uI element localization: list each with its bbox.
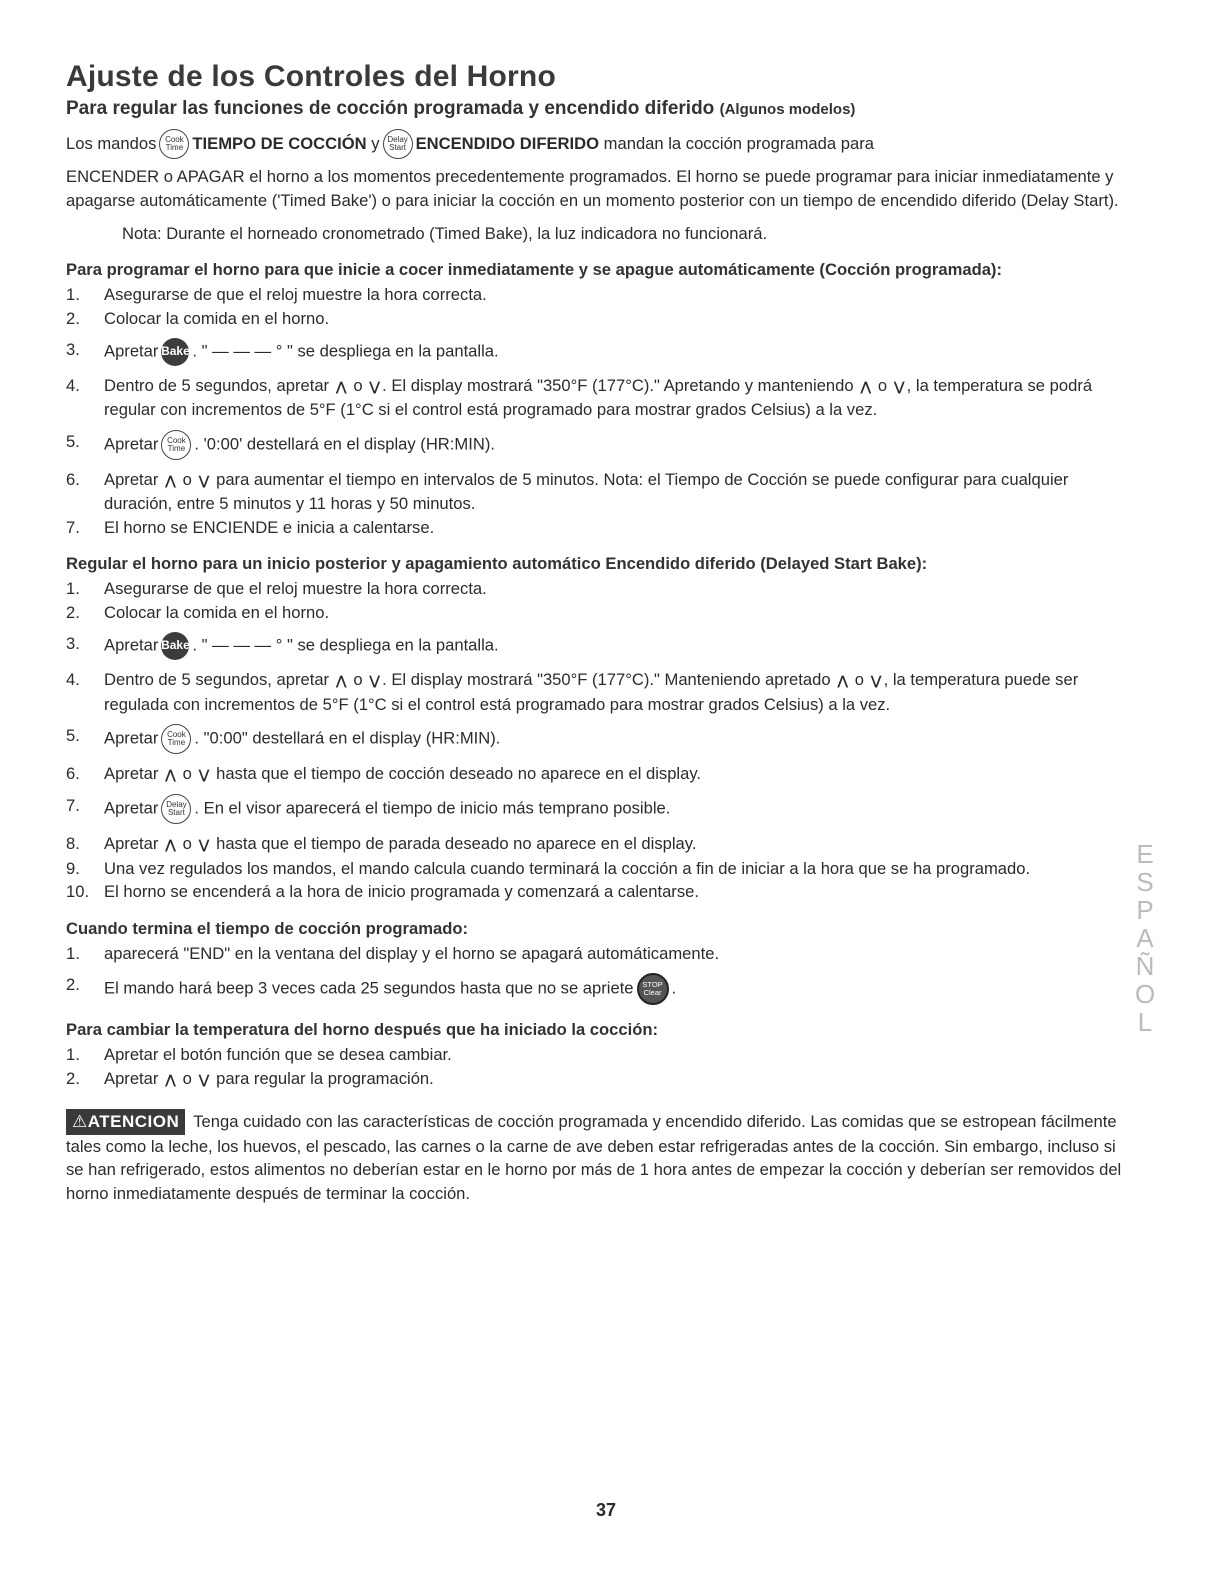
page-subtitle [66, 96, 1130, 123]
list-item: 1. Apretar el botón función que se desea cambiar. [66, 1045, 452, 1065]
bake-icon: Bake [161, 632, 189, 660]
list-item: 1. Asegurarse de que el reloj muestre la hora correcta. [66, 285, 487, 304]
arrow-up-icon: ⋀ [860, 378, 872, 394]
list-item: 6. Apretar ⋀ o ⋁ para aumentar el tiempo en intervalos de 5 minutos. Nota: el Tiempo de Cocción se puede configurar para cualquier duración, entre 5 minutos y 11 horas y 50 minutos. [66, 469, 1069, 514]
arrow-up-icon: ⋀ [165, 837, 177, 853]
page-content [66, 58, 1130, 1205]
list-item: 5. Apretar Cook Time . "0:00" destellará en el display (HR:MIN). [66, 724, 1130, 754]
intro-y: y [371, 134, 380, 153]
list-item: 4. Dentro de 5 segundos, apretar ⋀ o ⋁ . El display mostrará "350°F (177°C)." Manteniendo apretado ⋀ o ⋁ , la temperatura puede ser regulada con incrementos de 5°F (1°C si el control está programado para mostrar grados Celsius) a la vez. [66, 670, 1079, 714]
arrow-up-icon: ⋀ [335, 673, 347, 689]
warning-text: Tenga cuidado con las características de cocción programada y encendido diferido. Las comidas que se estropean fácilmente tales como la leche, los huevos, el pescado, las carnes o la carne de ave deben estar refrigeradas antes de la cocción. Sin embargo, incluso si se han refrigerado, estos alimentos no deberían estar en le horno por más de 1 hora antes de empezar la cocción y deberían ser removidos del horno inmediatamente después de terminar la cocción. [66, 1112, 1122, 1203]
arrow-up-icon: ⋀ [165, 472, 177, 488]
language-side-tab [1134, 840, 1156, 1036]
intro-prefix: Los mandos [66, 134, 157, 153]
warning-block [66, 1109, 1130, 1205]
arrow-up-icon: ⋀ [335, 378, 347, 394]
arrow-down-icon: ⋁ [198, 1071, 210, 1087]
intro-note: Nota: Durante el horneado cronometrado (Timed Bake), la luz indicadora no funcionará. [122, 224, 768, 243]
list-item: 1. Asegurarse de que el reloj muestre la hora correcta. [66, 579, 487, 599]
cook-time-label: TIEMPO DE COCCIÓN [192, 134, 367, 153]
list-item: 3. Apretar Bake . " — — — ° " se despliega en la pantalla. [66, 338, 1130, 366]
list-item: 8. Apretar ⋀ o ⋁ hasta que el tiempo de parada deseado no aparece en el display. [66, 832, 1130, 856]
arrow-up-icon: ⋀ [165, 1071, 177, 1087]
warning-badge: ⚠ATENCION [66, 1109, 185, 1135]
list-item: 2. Apretar ⋀ o ⋁ para regular la programación. [66, 1067, 1130, 1091]
list-item: 1. aparecerá "END" en la ventana del display y el horno se apagará automáticamente. [66, 943, 720, 963]
list-item: 2. El mando hará beep 3 veces cada 25 segundos hasta que no se apriete STOP Clear . [66, 973, 1130, 1005]
cook-time-icon: Cook Time [159, 129, 189, 159]
intro-body: ENCENDER o APAGAR el horno a los momentos precedentemente programados. El horno se puede programar para iniciar inmediatamente y apagarse automáticamente ('Timed Bake') o para iniciar la cocción en un momento posterior con un tiempo de encendido diferido (Delay Start). [66, 167, 1119, 210]
list-item: 7. El horno se ENCIENDE e inicia a calentarse. [66, 517, 435, 537]
section4-title: Para cambiar la temperatura del horno después que ha iniciado la cocción: [66, 1020, 659, 1040]
list-item: 10. El horno se encenderá a la hora de inicio programada y comenzará a calentarse. [66, 882, 699, 902]
delay-start-icon: Delay Start [161, 794, 191, 824]
arrow-up-icon: ⋀ [837, 673, 849, 689]
intro-line [66, 129, 1130, 159]
delay-start-icon: Delay Start [383, 129, 413, 159]
section2-title: Regular el horno para un inicio posterior y apagamiento automático Encendido diferido (Delayed Start Bake): [66, 554, 928, 574]
arrow-down-icon: ⋁ [198, 472, 210, 488]
delay-start-label: ENCENDIDO DIFERIDO [415, 134, 600, 153]
list-item: 6. Apretar ⋀ o ⋁ hasta que el tiempo de cocción deseado no aparece en el display. [66, 762, 1130, 786]
side-tab-text: ESPAÑOL [1135, 839, 1156, 1037]
list-item: 9. Una vez regulados los mandos, el mando calcula cuando terminará la cocción a fin de iniciar a la hora que se ha programado. [66, 858, 1031, 878]
arrow-down-icon: ⋁ [198, 766, 210, 782]
arrow-down-icon: ⋁ [369, 673, 381, 689]
list-item: 5. Apretar Cook Time . '0:00' destellará en el display (HR:MIN). [66, 430, 1130, 460]
arrow-down-icon: ⋁ [893, 378, 905, 394]
section2-list [66, 577, 1130, 904]
subtitle-models: (Algunos modelos) [719, 101, 856, 118]
section3-title: Cuando termina el tiempo de cocción programado: [66, 918, 468, 938]
arrow-down-icon: ⋁ [369, 378, 381, 394]
section4-list [66, 1043, 1130, 1091]
subtitle-text: Para regular las funciones de cocción programada y encendido diferido [66, 98, 715, 119]
section3-list [66, 942, 1130, 1006]
intro-suffix: mandan la cocción programada para [603, 134, 874, 153]
list-item: 2. Colocar la comida en el horno. [66, 308, 330, 328]
section1-title: Para programar el horno para que inicie a cocer inmediatamente y se apague automáticamente (Cocción programada): [66, 260, 1002, 279]
page-number: 37 [595, 1500, 617, 1520]
arrow-down-icon: ⋁ [198, 837, 210, 853]
list-item: 2. Colocar la comida en el horno. [66, 602, 330, 622]
bake-icon: Bake [161, 338, 189, 366]
cook-time-icon: Cook Time [161, 430, 191, 460]
page-title: Ajuste de los Controles del Horno [66, 60, 556, 93]
list-item: 7. Apretar Delay Start . En el visor aparecerá el tiempo de inicio más temprano posible. [66, 794, 1130, 824]
stop-clear-icon: STOP Clear [637, 973, 669, 1005]
arrow-down-icon: ⋁ [870, 673, 882, 689]
section1-list [66, 283, 1130, 539]
arrow-up-icon: ⋀ [165, 766, 177, 782]
cook-time-icon: Cook Time [161, 724, 191, 754]
list-item: 3. Apretar Bake . " — — — ° " se despliega en la pantalla. [66, 632, 1130, 660]
list-item: 4. Dentro de 5 segundos, apretar ⋀ o ⋁ . El display mostrará "350°F (177°C)." Apretando y manteniendo ⋀ o ⋁ , la temperatura se podrá regular con incrementos de 5°F (1°C si el control está programado para mostrar grados Celsius) a la vez. [66, 376, 1093, 420]
